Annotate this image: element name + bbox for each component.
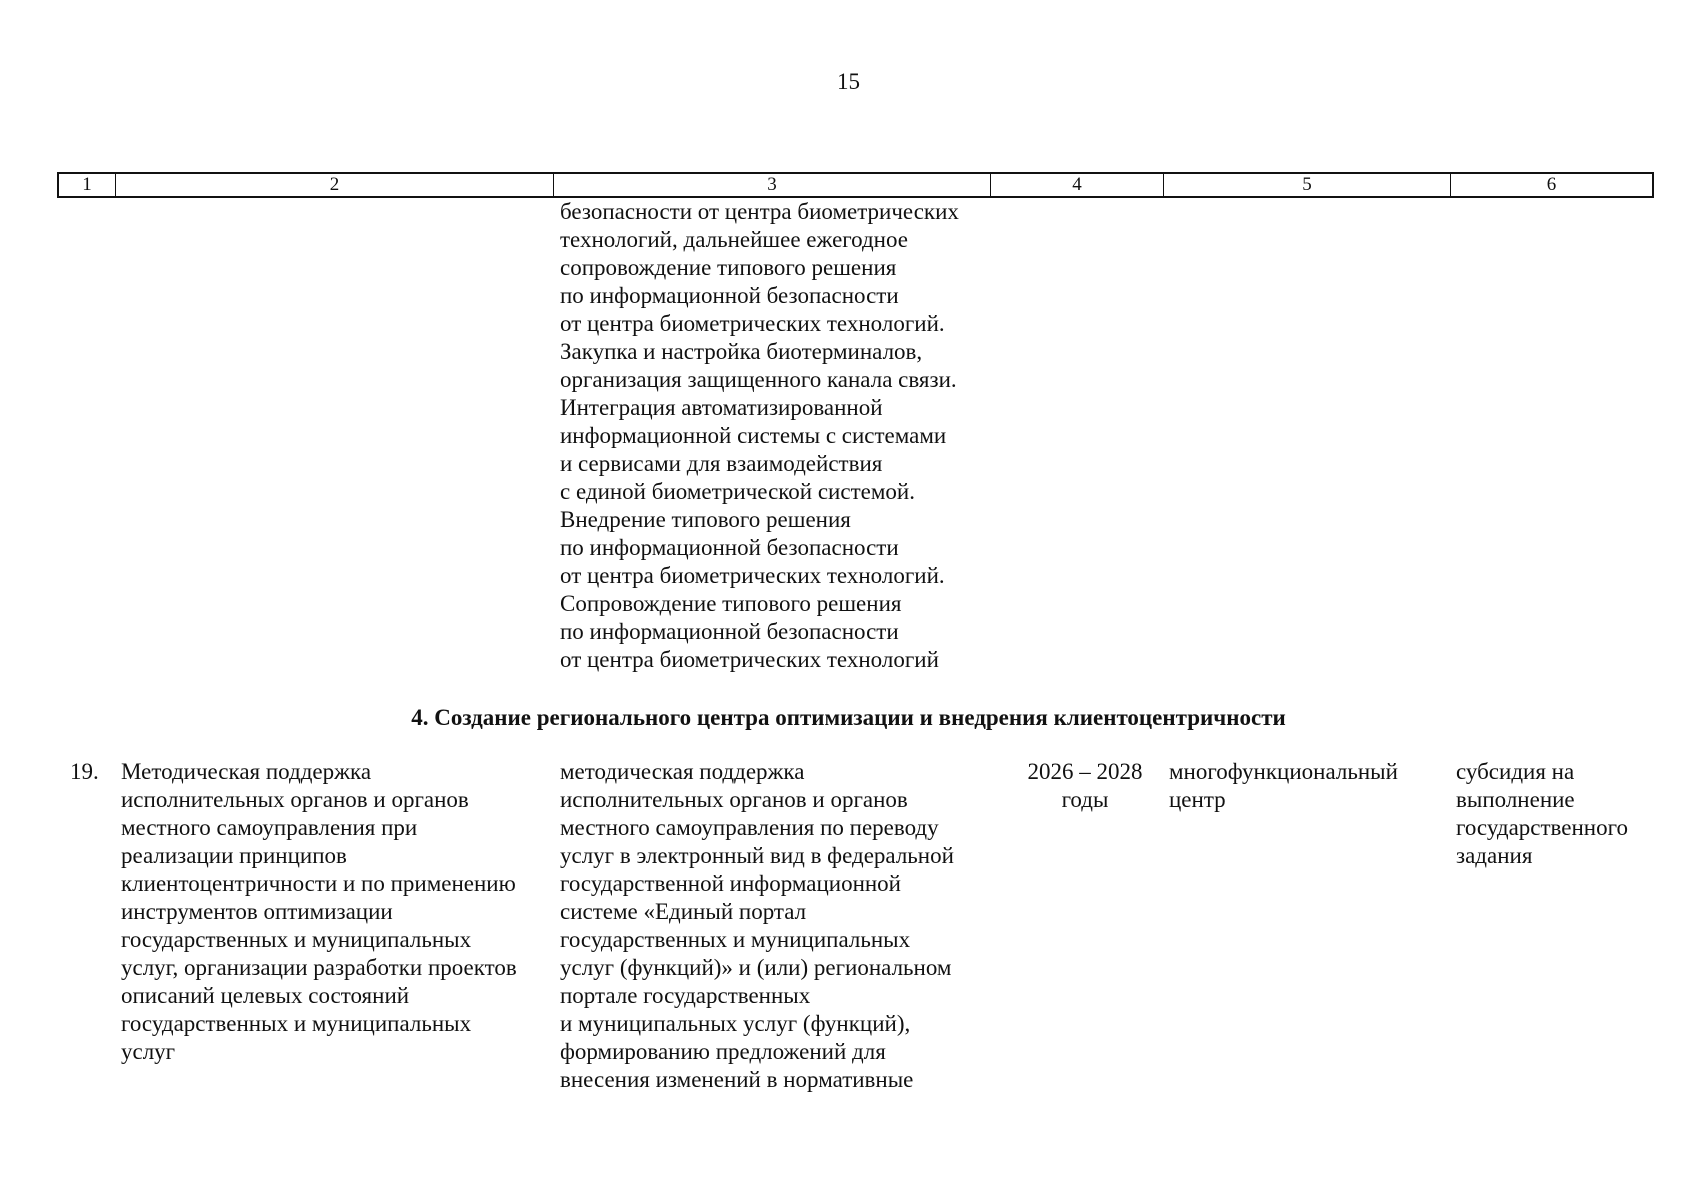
column-number-2: 2 xyxy=(116,174,554,196)
row-executor: многофункциональный центр xyxy=(1169,759,1398,812)
table-column-numbers xyxy=(57,172,1654,198)
row-funding-source: субсидия на выполнение государственного задания xyxy=(1456,759,1628,868)
continuation-column-3-text: безопасности от центра биометрических технологий, дальнейшее ежегодное сопровождение типового решения по информационной безопасности от центра биометрических технологий. Закупка и настройка биотерминалов, организация защищенного канала связи. Интеграция автоматизированной информационной системы с системами и сервисами для взаимодействия с единой биометрической системой. Внедрение типового решения по информационной безопасности от центра биометрических технологий. Сопровождение типового решения по информационной безопасности от центра биометрических технологий xyxy=(560,199,959,672)
column-number-4: 4 xyxy=(991,174,1164,196)
row-event-description: методическая поддержка исполнительных органов и органов местного самоуправления по переводу услуг в электронный вид в федеральной государственной информационной системе «Единый портал государственных и муниципальных услуг (функций)» и (или) региональном портале государственных и муниципальных услуг (функций), формированию предложений для внесения изменений в нормативные xyxy=(560,759,954,1092)
page-number: 15 xyxy=(837,69,860,94)
section-heading: 4. Создание регионального центра оптимизации и внедрения клиентоцентричности xyxy=(411,705,1286,730)
row-event-name: Методическая поддержка исполнительных органов и органов местного самоуправления при реализации принципов клиентоцентричности и по применению инструментов оптимизации государственных и муниципальных услуг, организации разработки проектов описаний целевых состояний государственных и муниципальных услуг xyxy=(121,759,517,1064)
column-number-5: 5 xyxy=(1164,174,1451,196)
row-number: 19. xyxy=(70,759,99,784)
column-number-3: 3 xyxy=(554,174,991,196)
row-period: 2026 – 2028 годы xyxy=(1027,759,1143,812)
column-number-1: 1 xyxy=(59,174,116,196)
column-number-6: 6 xyxy=(1546,174,1557,195)
